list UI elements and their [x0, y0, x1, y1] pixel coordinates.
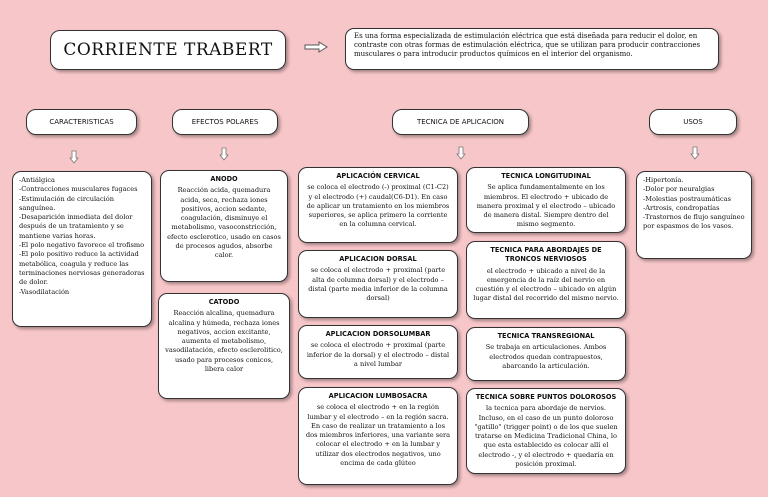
- aplicacion-cervical-box: [298, 167, 458, 243]
- definition-box: Es una forma especializada de estimulación eléctrica que está diseñada para reducir el dolor, en contraste con otras formas de estimulación eléctrica, que se utilizan para producir contracciones musculares o para introducir productos químicos en el interior del organismo.: [345, 28, 719, 70]
- arrow-down-icon: [690, 146, 700, 160]
- aplicacion-cervical-title: APLICACIÓN CERVICAL: [336, 172, 420, 180]
- tecnica-transregional-text: Se trabaja en articulaciones. Ambos electrodos quedan contrapuestos, abarcando la articulación.: [485, 343, 607, 370]
- aplicacion-dorsal-title: APLICACION DORSAL: [339, 255, 417, 263]
- page-title: CORRIENTE TRABERT: [50, 30, 286, 70]
- tecnica-longitudinal-text: Se aplica fundamentalmente en los miembros. El electrodo + ubicado de manera proximal y el electrodo – ubicado de manera distal. Siempre dentro del mismo segmento.: [476, 183, 616, 229]
- tecnica-troncos-title: TECNICA PARA ABORDAJES DE TRONCOS NERVIOSOS: [490, 246, 602, 264]
- tecnica-puntos-box: [466, 388, 626, 474]
- caracteristicas-box: -Antiálgica -Contracciones musculares fugaces -Estimulación de circulación sanguínea. -Desaparición inmediata del dolor después de un tratamiento y se mantiene varias horas. -El polo negativo favorece el trofismo -El polo positivo reduce la actividad metabólica, coagula y reduce las terminaciones nerviosas generadoras de dolor. -Vasodilatación: [12, 171, 152, 327]
- aplicacion-dorsolumbar-box: [298, 325, 458, 379]
- anodo-box: [160, 170, 288, 282]
- header-usos: USOS: [649, 109, 737, 135]
- aplicacion-lumbosacra-title: APLICACION LUMBOSACRA: [328, 392, 428, 400]
- aplicacion-dorsal-box: [298, 250, 458, 318]
- arrow-right-icon: [304, 41, 328, 53]
- tecnica-troncos-box: [466, 241, 626, 319]
- arrow-down-icon: [219, 147, 229, 161]
- tecnica-longitudinal-box: [466, 167, 626, 233]
- anodo-title: ANODO: [210, 175, 238, 183]
- tecnica-longitudinal-title: TECNICA LONGITUDINAL: [501, 172, 591, 180]
- aplicacion-lumbosacra-box: [298, 387, 458, 485]
- anodo-text: Reacción acida, quemadura acida, seca, rechaza iones positivos, accion sedante, coagulación, disminuye el metabolismo, vasoconstricción, efecto esclerotico, usado en casos de procesos agudos, absorbe calor.: [167, 186, 281, 260]
- arrow-down-icon: [456, 146, 466, 160]
- header-caracteristicas: CARACTERISTICAS: [26, 109, 137, 135]
- catodo-text: Reacción alcalina, quemadura alcalina y húmeda, rechaza iones negativos, accion excitante, aumenta el metabolismo, vasodilatación, efecto esclerolitico, usado para procesos conicos, libera calor: [165, 309, 283, 374]
- tecnica-transregional-title: TECNICA TRANSREGIONAL: [497, 332, 595, 340]
- aplicacion-dorsolumbar-title: APLICACION DORSOLUMBAR: [325, 330, 431, 338]
- catodo-title: CATODO: [208, 298, 240, 306]
- arrow-down-icon: [69, 150, 79, 164]
- header-tecnica-aplicacion: TECNICA DE APLICACION: [392, 109, 529, 135]
- header-efectos-polares: EFECTOS POLARES: [172, 109, 278, 135]
- aplicacion-lumbosacra-text: se coloca el electrodo + en la región lumbar y el electrodo – en la región sacra. En caso de realizar un tratamiento a los dos miembros inferiores, una variante sera colocar el electrodo + en la lumbar y utilizar dos electrodos negativos, uno encima de cada glúteo: [305, 403, 451, 468]
- aplicacion-dorsolumbar-text: se coloca el electrodo + proximal (parte inferior de la dorsal) y el electrodo – distal a nivel lumbar: [306, 341, 450, 368]
- tecnica-puntos-text: la tecnica para abordaje de nervios. Incluso, en el caso de un punto doloroso "gatillo" (trigger point) o de los que suelen tratarse en Medicina Tradicional China, lo que esta establecido es colocar allí el electrodo -, y el electrodo + quedaría en posición proximal.: [474, 404, 618, 469]
- catodo-box: [158, 293, 290, 399]
- tecnica-puntos-title: TECNICA SOBRE PUNTOS DOLOROSOS: [475, 393, 617, 401]
- tecnica-transregional-box: [466, 327, 626, 381]
- aplicacion-dorsal-text: se coloca el electrodo + proximal (parte alta de columna dorsal) y el electrodo – distal (parte media inferior de la columna dorsal): [308, 266, 448, 303]
- aplicacion-cervical-text: se coloca el electrodo (-) proximal (C1-C2) y el electrodo (+) caudal(C6-D1). En caso de aplicar un tratamiento en los miembros superiores, se aplica primero la corriente en la columna cervical.: [306, 183, 450, 229]
- usos-box: -Hipertonía. -Dolor por neuralgias -Molestias postraumáticas -Artrosis, condropatías -Trastornos de flujo sanguíneo por espasmos de los vasos.: [636, 171, 752, 259]
- tecnica-troncos-text: el electrodo + ubicado a nivel de la emergencia de la raíz del nervio en cuestión y el electrodo – ubicado en algún lugar distal del recorrido del mismo nervio.: [473, 266, 619, 303]
